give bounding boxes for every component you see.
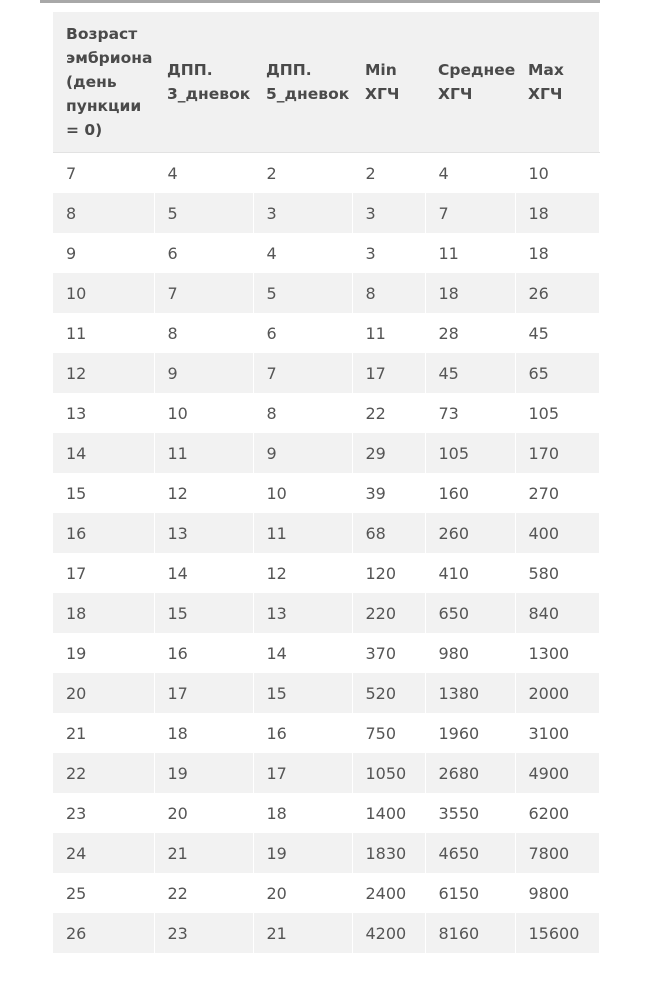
table-row bbox=[53, 273, 599, 313]
cell-max-hcg: 4900 bbox=[515, 753, 599, 793]
cell-min-hcg: 8 bbox=[352, 273, 425, 313]
table-row bbox=[53, 873, 599, 913]
cell-embryo-age: 25 bbox=[53, 873, 154, 913]
cell-dpp-5day: 7 bbox=[253, 353, 352, 393]
cell-max-hcg: 270 bbox=[515, 473, 599, 513]
header-embryo-age-label: Возраст эмбриона (день пункции = 0) bbox=[66, 25, 153, 139]
cell-embryo-age: 20 bbox=[53, 673, 154, 713]
cell-max-hcg: 840 bbox=[515, 593, 599, 633]
table-row bbox=[53, 833, 599, 873]
cell-embryo-age: 11 bbox=[53, 313, 154, 353]
cell-avg-hcg: 18 bbox=[425, 273, 515, 313]
header-max-hcg-label: Max ХГЧ bbox=[528, 61, 564, 103]
cell-max-hcg: 65 bbox=[515, 353, 599, 393]
cell-dpp-5day: 9 bbox=[253, 433, 352, 473]
header-avg-hcg-label: Среднее ХГЧ bbox=[438, 61, 516, 103]
cell-avg-hcg: 650 bbox=[425, 593, 515, 633]
cell-dpp-5day: 16 bbox=[253, 713, 352, 753]
table-row bbox=[53, 433, 599, 473]
table-row bbox=[53, 473, 599, 513]
cell-min-hcg: 1400 bbox=[352, 793, 425, 833]
cell-min-hcg: 220 bbox=[352, 593, 425, 633]
cell-dpp-3day: 19 bbox=[154, 753, 253, 793]
header-dpp-3day-label: ДПП. 3_дневок bbox=[167, 61, 251, 103]
table-row bbox=[53, 593, 599, 633]
cell-avg-hcg: 260 bbox=[425, 513, 515, 553]
table-row bbox=[53, 913, 599, 953]
cell-avg-hcg: 105 bbox=[425, 433, 515, 473]
cell-max-hcg: 15600 bbox=[515, 913, 599, 953]
cell-embryo-age: 16 bbox=[53, 513, 154, 553]
cell-dpp-3day: 11 bbox=[154, 433, 253, 473]
header-row bbox=[53, 12, 599, 153]
cell-embryo-age: 26 bbox=[53, 913, 154, 953]
cell-dpp-3day: 23 bbox=[154, 913, 253, 953]
cell-min-hcg: 3 bbox=[352, 193, 425, 233]
cell-dpp-3day: 16 bbox=[154, 633, 253, 673]
cell-max-hcg: 18 bbox=[515, 233, 599, 273]
cell-embryo-age: 10 bbox=[53, 273, 154, 313]
cell-dpp-3day: 18 bbox=[154, 713, 253, 753]
cell-embryo-age: 8 bbox=[53, 193, 154, 233]
cell-dpp-3day: 17 bbox=[154, 673, 253, 713]
header-avg-hcg bbox=[425, 12, 515, 153]
cell-dpp-5day: 13 bbox=[253, 593, 352, 633]
cell-avg-hcg: 1380 bbox=[425, 673, 515, 713]
cell-min-hcg: 1050 bbox=[352, 753, 425, 793]
table-row bbox=[53, 713, 599, 753]
cell-dpp-3day: 5 bbox=[154, 193, 253, 233]
cell-min-hcg: 750 bbox=[352, 713, 425, 753]
cell-min-hcg: 2 bbox=[352, 153, 425, 194]
hcg-table-container bbox=[53, 12, 599, 953]
cell-dpp-3day: 12 bbox=[154, 473, 253, 513]
cell-dpp-5day: 11 bbox=[253, 513, 352, 553]
cell-dpp-5day: 6 bbox=[253, 313, 352, 353]
cell-dpp-5day: 5 bbox=[253, 273, 352, 313]
cell-avg-hcg: 11 bbox=[425, 233, 515, 273]
cell-embryo-age: 13 bbox=[53, 393, 154, 433]
cell-max-hcg: 6200 bbox=[515, 793, 599, 833]
cell-min-hcg: 11 bbox=[352, 313, 425, 353]
header-dpp-3day bbox=[154, 12, 253, 153]
cell-min-hcg: 22 bbox=[352, 393, 425, 433]
cell-avg-hcg: 160 bbox=[425, 473, 515, 513]
cell-min-hcg: 29 bbox=[352, 433, 425, 473]
cell-embryo-age: 14 bbox=[53, 433, 154, 473]
cell-max-hcg: 1300 bbox=[515, 633, 599, 673]
cell-min-hcg: 4200 bbox=[352, 913, 425, 953]
cell-embryo-age: 15 bbox=[53, 473, 154, 513]
cell-min-hcg: 1830 bbox=[352, 833, 425, 873]
cell-dpp-5day: 17 bbox=[253, 753, 352, 793]
table-row bbox=[53, 553, 599, 593]
cell-min-hcg: 39 bbox=[352, 473, 425, 513]
cell-min-hcg: 2400 bbox=[352, 873, 425, 913]
cell-dpp-5day: 3 bbox=[253, 193, 352, 233]
header-dpp-5day-label: ДПП. 5_дневок bbox=[266, 61, 350, 103]
cell-min-hcg: 3 bbox=[352, 233, 425, 273]
table-row bbox=[53, 313, 599, 353]
table-row bbox=[53, 193, 599, 233]
cell-dpp-3day: 4 bbox=[154, 153, 253, 194]
cell-dpp-3day: 8 bbox=[154, 313, 253, 353]
cell-avg-hcg: 4 bbox=[425, 153, 515, 194]
cell-min-hcg: 120 bbox=[352, 553, 425, 593]
cell-max-hcg: 105 bbox=[515, 393, 599, 433]
cell-dpp-3day: 21 bbox=[154, 833, 253, 873]
header-embryo-age bbox=[53, 12, 154, 153]
cell-min-hcg: 520 bbox=[352, 673, 425, 713]
cell-dpp-3day: 22 bbox=[154, 873, 253, 913]
table-row bbox=[53, 793, 599, 833]
cell-max-hcg: 10 bbox=[515, 153, 599, 194]
table-row bbox=[53, 353, 599, 393]
cell-max-hcg: 580 bbox=[515, 553, 599, 593]
cell-embryo-age: 24 bbox=[53, 833, 154, 873]
cell-avg-hcg: 980 bbox=[425, 633, 515, 673]
cell-max-hcg: 170 bbox=[515, 433, 599, 473]
cell-avg-hcg: 73 bbox=[425, 393, 515, 433]
cell-max-hcg: 3100 bbox=[515, 713, 599, 753]
cell-dpp-3day: 6 bbox=[154, 233, 253, 273]
cell-dpp-5day: 19 bbox=[253, 833, 352, 873]
cell-avg-hcg: 2680 bbox=[425, 753, 515, 793]
cell-avg-hcg: 7 bbox=[425, 193, 515, 233]
cell-avg-hcg: 410 bbox=[425, 553, 515, 593]
cell-embryo-age: 18 bbox=[53, 593, 154, 633]
cell-min-hcg: 17 bbox=[352, 353, 425, 393]
cell-embryo-age: 12 bbox=[53, 353, 154, 393]
cell-embryo-age: 17 bbox=[53, 553, 154, 593]
cell-avg-hcg: 45 bbox=[425, 353, 515, 393]
cell-dpp-5day: 2 bbox=[253, 153, 352, 194]
cell-max-hcg: 9800 bbox=[515, 873, 599, 913]
header-min-hcg-label: Min ХГЧ bbox=[365, 61, 400, 103]
top-divider bbox=[40, 0, 600, 3]
cell-min-hcg: 370 bbox=[352, 633, 425, 673]
table-body bbox=[53, 153, 599, 954]
cell-embryo-age: 9 bbox=[53, 233, 154, 273]
table-row bbox=[53, 233, 599, 273]
cell-dpp-5day: 4 bbox=[253, 233, 352, 273]
cell-dpp-5day: 18 bbox=[253, 793, 352, 833]
cell-max-hcg: 400 bbox=[515, 513, 599, 553]
cell-dpp-3day: 10 bbox=[154, 393, 253, 433]
table-row bbox=[53, 513, 599, 553]
cell-avg-hcg: 4650 bbox=[425, 833, 515, 873]
cell-dpp-5day: 8 bbox=[253, 393, 352, 433]
cell-max-hcg: 45 bbox=[515, 313, 599, 353]
cell-avg-hcg: 28 bbox=[425, 313, 515, 353]
cell-max-hcg: 7800 bbox=[515, 833, 599, 873]
cell-dpp-5day: 10 bbox=[253, 473, 352, 513]
cell-avg-hcg: 6150 bbox=[425, 873, 515, 913]
cell-max-hcg: 26 bbox=[515, 273, 599, 313]
cell-embryo-age: 22 bbox=[53, 753, 154, 793]
cell-avg-hcg: 3550 bbox=[425, 793, 515, 833]
cell-dpp-3day: 13 bbox=[154, 513, 253, 553]
header-min-hcg bbox=[352, 12, 425, 153]
hcg-table bbox=[53, 12, 600, 953]
cell-dpp-5day: 21 bbox=[253, 913, 352, 953]
cell-dpp-3day: 7 bbox=[154, 273, 253, 313]
header-max-hcg bbox=[515, 12, 599, 153]
table-row bbox=[53, 753, 599, 793]
cell-dpp-5day: 20 bbox=[253, 873, 352, 913]
cell-dpp-3day: 20 bbox=[154, 793, 253, 833]
table-row bbox=[53, 153, 599, 194]
table-row bbox=[53, 393, 599, 433]
cell-max-hcg: 2000 bbox=[515, 673, 599, 713]
cell-embryo-age: 23 bbox=[53, 793, 154, 833]
cell-max-hcg: 18 bbox=[515, 193, 599, 233]
header-dpp-5day bbox=[253, 12, 352, 153]
cell-embryo-age: 19 bbox=[53, 633, 154, 673]
table-row bbox=[53, 633, 599, 673]
cell-min-hcg: 68 bbox=[352, 513, 425, 553]
cell-dpp-3day: 9 bbox=[154, 353, 253, 393]
table-header bbox=[53, 12, 599, 153]
cell-avg-hcg: 8160 bbox=[425, 913, 515, 953]
cell-dpp-3day: 15 bbox=[154, 593, 253, 633]
cell-avg-hcg: 1960 bbox=[425, 713, 515, 753]
table-row bbox=[53, 673, 599, 713]
cell-embryo-age: 21 bbox=[53, 713, 154, 753]
cell-dpp-5day: 12 bbox=[253, 553, 352, 593]
cell-dpp-5day: 14 bbox=[253, 633, 352, 673]
cell-embryo-age: 7 bbox=[53, 153, 154, 194]
cell-dpp-5day: 15 bbox=[253, 673, 352, 713]
cell-dpp-3day: 14 bbox=[154, 553, 253, 593]
